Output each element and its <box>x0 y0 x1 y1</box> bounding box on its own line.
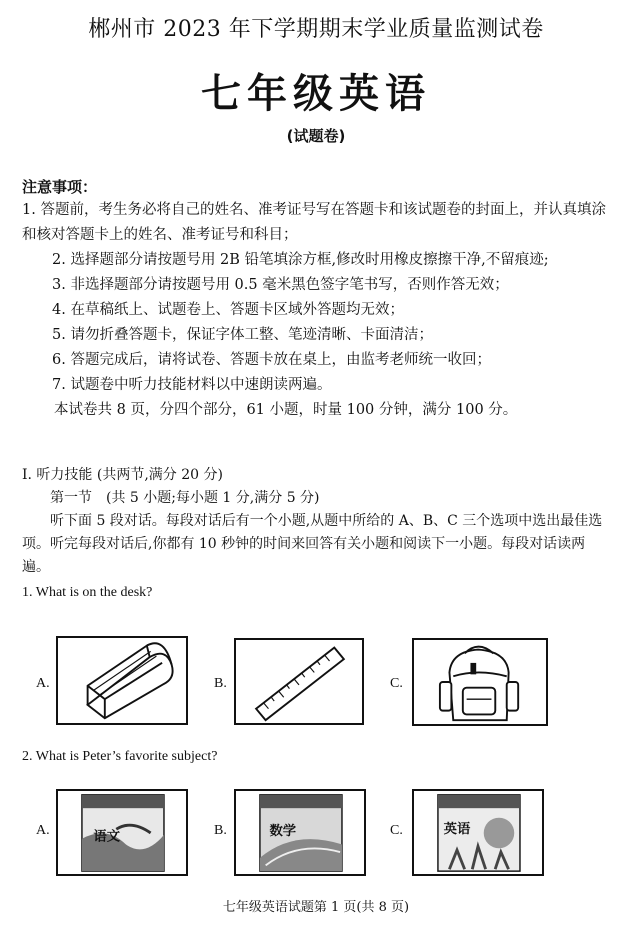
question-1-options <box>22 636 612 726</box>
page-footer: 七年级英语试题第 1 页(共 8 页) <box>222 900 410 915</box>
option-a-image[interactable] <box>56 636 188 725</box>
question-2-options <box>22 789 612 879</box>
option-c-image[interactable] <box>412 638 548 726</box>
option-letter: A. <box>36 676 50 691</box>
exam-header-title: 郴州市 2023 年下学期期末学业质量监测试卷 <box>88 17 544 42</box>
question-2-label: 2. What is Peter’s favorite subject? <box>22 749 218 764</box>
notice-item: 3. 非选择题部分请按题号用 0.5 毫米黑色签字笔书写，否则作答无效； <box>52 277 509 293</box>
notice-item: 1. 答题前，考生务必将自己的姓名、准考证号写在答题卡和该试题卷的封面上，并认真填涂和核对答题卡上的姓名、准考证号和科目； <box>22 202 606 243</box>
book-title: 语文 <box>93 828 121 845</box>
section-instructions: 听下面 5 段对话。每段对话后有一个小题,从题中所给的 A、B、C 三个选项中选出最佳选项。听完每段对话后,你都有 10 秒钟的时间来回答有关小题和阅读下一小题。每段对话读两遍。 <box>22 513 603 575</box>
notice-item: 5. 请勿折叠答题卡，保证字体工整、笔迹清晰、卡面清洁； <box>52 327 433 343</box>
option-b-image[interactable] <box>234 638 364 725</box>
listening-section <box>22 464 612 604</box>
notice-heading: 注意事项： <box>22 178 98 196</box>
option-letter: B. <box>214 823 227 838</box>
math-book-icon <box>236 791 364 874</box>
exam-paper-type: (试题卷) <box>286 127 346 145</box>
exam-subject-title: 七年级英语 <box>201 71 431 117</box>
pencil-case-icon <box>58 638 186 723</box>
notice-summary: 本试卷共 8 页，分四个部分，61 小题，时量 100 分钟，满分 100 分。 <box>54 402 518 418</box>
part-heading: 第一节 (共 5 小题;每小题 1 分,满分 5 分) <box>50 490 320 506</box>
ruler-icon <box>236 640 362 723</box>
option-c-image[interactable] <box>412 789 544 876</box>
option-letter: C. <box>390 823 403 838</box>
question-1-label: 1. What is on the desk? <box>22 585 153 600</box>
option-letter: C. <box>390 676 403 691</box>
book-title: 数学 <box>269 822 297 839</box>
chinese-book-icon <box>58 791 186 874</box>
option-letter: B. <box>214 676 227 691</box>
english-book-icon <box>414 791 542 874</box>
book-title: 英语 <box>443 820 471 837</box>
notice-list <box>22 198 612 423</box>
option-b-image[interactable] <box>234 789 366 876</box>
notice-item: 2. 选择题部分请按题号用 2B 铅笔填涂方框,修改时用橡皮擦擦干净,不留痕迹; <box>52 252 549 268</box>
section-heading: Ⅰ. 听力技能 (共两节,满分 20 分) <box>22 467 223 483</box>
notice-item: 7. 试题卷中听力技能材料以中速朗读两遍。 <box>52 377 332 393</box>
option-letter: A. <box>36 823 50 838</box>
notice-item: 6. 答题完成后，请将试卷、答题卡放在桌上，由监考老师统一收回； <box>52 352 491 368</box>
notice-item: 4. 在草稿纸上、试题卷上、答题卡区域外答题均无效； <box>52 302 404 318</box>
backpack-icon <box>414 640 546 724</box>
option-a-image[interactable] <box>56 789 188 876</box>
